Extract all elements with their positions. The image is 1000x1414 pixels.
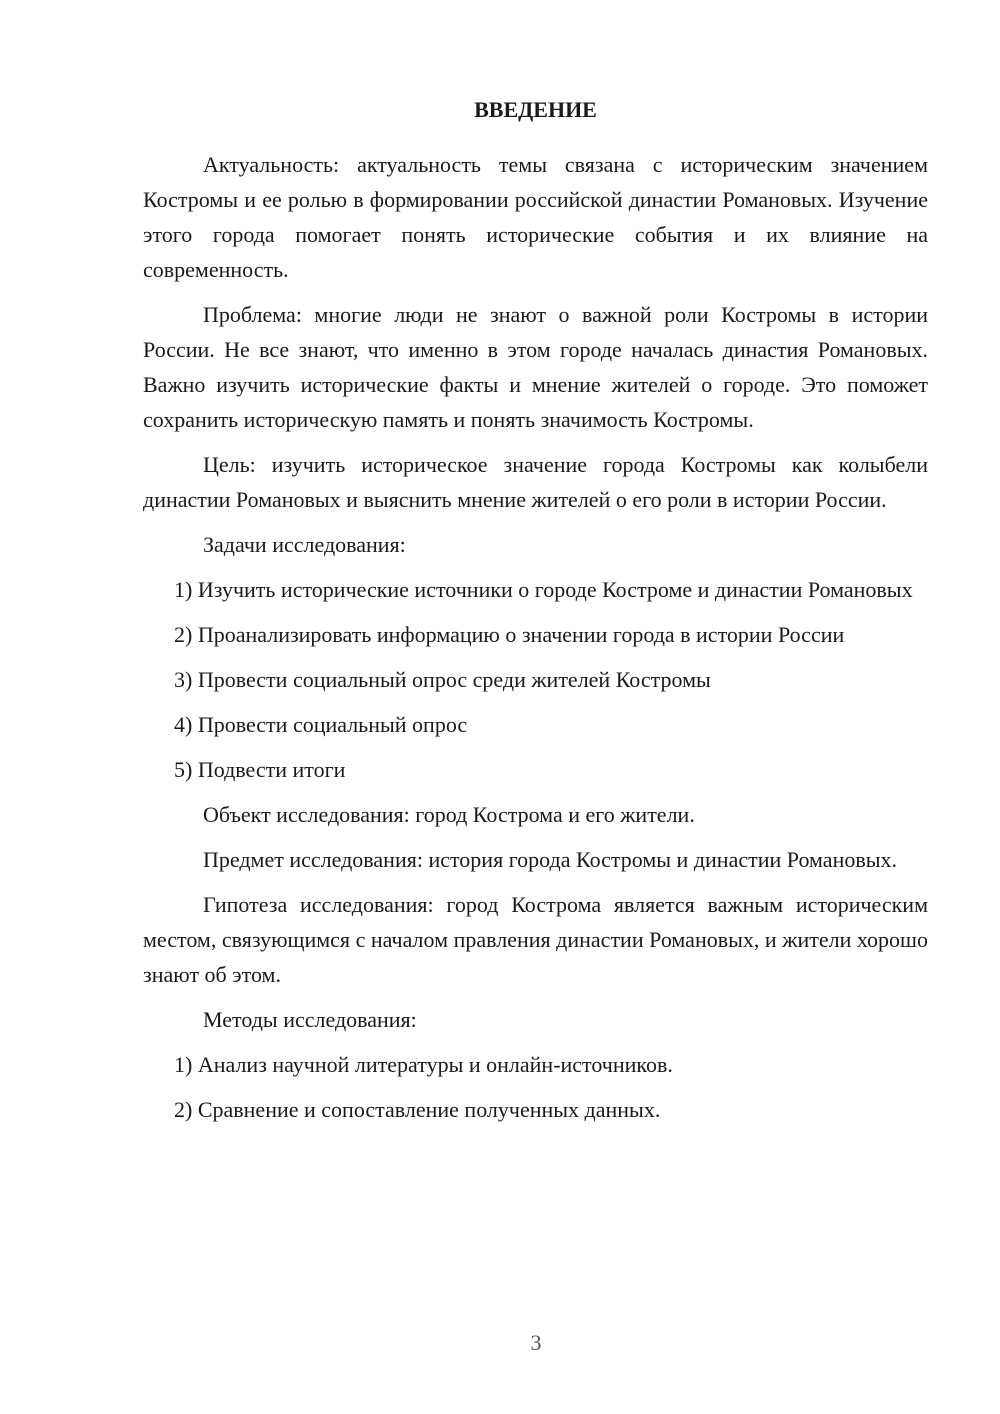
method-item-1: 1) Анализ научной литературы и онлайн-источников. [174,1052,673,1077]
page-title: ВВЕДЕНИЕ [474,97,597,122]
object-paragraph: Объект исследования: город Кострома и его жители. [203,802,695,827]
document-page [143,92,928,1137]
tasks-title: Задачи исследования: [203,532,406,557]
hypothesis-paragraph: Гипотеза исследования: город Кострома является важным историческим местом, связующимся с началом правления династии Романовых, и жители хорошо знают об этом. [143,892,928,987]
task-item-4: 4) Провести социальный опрос [174,712,468,737]
page-number: 3 [530,1330,542,1355]
task-item-5: 5) Подвести итоги [174,757,346,782]
task-item-3: 3) Провести социальный опрос среди жителей Костромы [174,667,711,692]
goal-paragraph: Цель: изучить историческое значение города Костромы как колыбели династии Романовых и выяснить мнение жителей о его роли в истории России. [143,452,928,512]
methods-title: Методы исследования: [203,1007,417,1032]
relevance-paragraph: Актуальность: актуальность темы связана с историческим значением Костромы и ее ролью в формировании российской династии Романовых. Изучение этого города помогает понять исторические события и их влияние на современность. [143,152,928,282]
task-item-1: 1) Изучить исторические источники о городе Костроме и династии Романовых [174,577,913,602]
problem-paragraph: Проблема: многие люди не знают о важной роли Костромы в истории России. Не все знают, что именно в этом городе началась династия Романовых. Важно изучить исторические факты и мнение жителей о городе. Это поможет сохранить историческую память и понять значимость Костромы. [143,302,928,432]
task-item-2: 2) Проанализировать информацию о значении города в истории России [174,622,845,647]
method-item-2: 2) Сравнение и сопоставление полученных данных. [174,1097,661,1122]
subject-paragraph: Предмет исследования: история города Костромы и династии Романовых. [203,847,898,872]
